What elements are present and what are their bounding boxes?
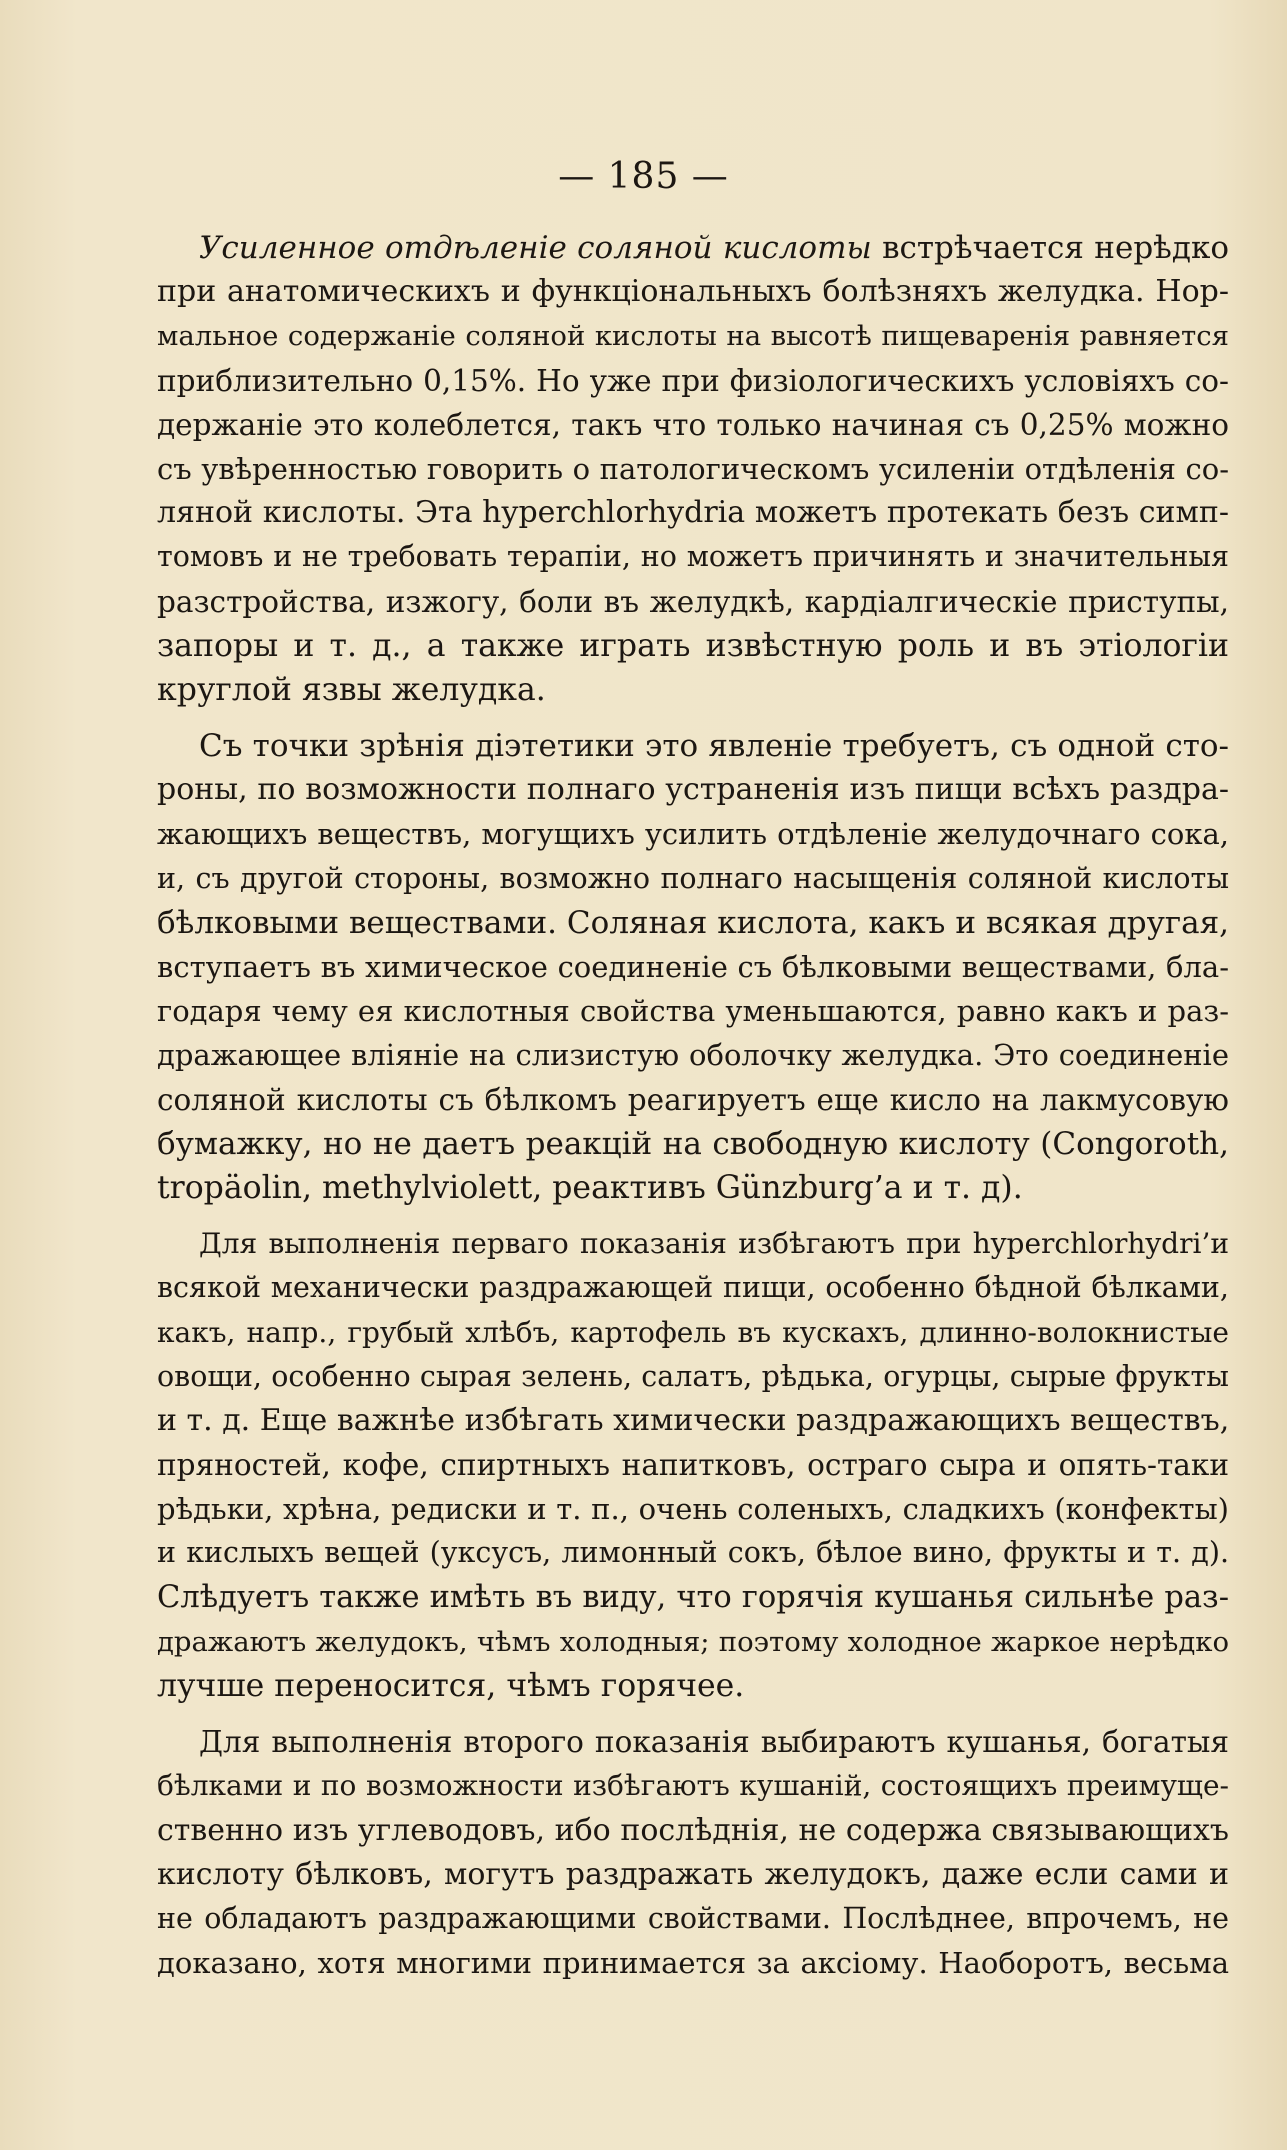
page-number: — 185 —	[558, 156, 729, 197]
body-text	[157, 226, 1229, 1985]
text-line: рѣдьки, хрѣна, редиски и т. п., очень соленыхъ, сладкихъ (конфекты)	[157, 1492, 1229, 1527]
text-line: годаря чему ея кислотныя свойства уменьшаются, равно какъ и раз-	[157, 994, 1229, 1029]
text-line	[157, 226, 1229, 270]
text-line: вступаетъ въ химическое соединеніе съ бѣлковыми веществами, бла-	[157, 950, 1229, 984]
text-fragment: встрѣчается нерѣдко	[871, 230, 1229, 266]
text-line: и кислыхъ вещей (уксусъ, лимонный сокъ, бѣлое вино, фрукты и т. д).	[157, 1536, 1229, 1570]
text-line: какъ, напр., грубый хлѣбъ, картофель въ кускахъ, длинно-волокнистые	[157, 1315, 1229, 1349]
text-line: ственно изъ углеводовъ, ибо послѣднія, не содержа связывающихъ	[157, 1812, 1229, 1848]
text-line: Слѣдуетъ также имѣть въ виду, что горячія кушанья сильнѣе раз-	[157, 1579, 1229, 1615]
text-line: дражаютъ желудокъ, чѣмъ холодныя; поэтому холодное жаркое нерѣдко	[157, 1625, 1229, 1658]
text-line: соляной кислоты съ бѣлкомъ реагируетъ еще кисло на лакмусовую	[157, 1082, 1229, 1117]
text-line: пряностей, кофе, спиртныхъ напитковъ, остраго сыра и опять-таки	[157, 1448, 1229, 1483]
text-line: томовъ и не требовать терапіи, но можетъ причинять и значительныя	[157, 540, 1229, 574]
text-line: Для выполненія второго показанія выбираютъ кушанья, богатыя	[199, 1725, 1229, 1760]
paragraph-4	[157, 1720, 1229, 1985]
paragraph-2	[157, 724, 1229, 1210]
italic-phrase: Усиленное отдѣленіе соляной кислоты	[199, 230, 872, 266]
text-line: при анатомическихъ и функціональныхъ болѣзняхъ желудка. Нор-	[157, 274, 1229, 310]
text-line: Съ точки зрѣнія діэтетики это явленіе требуетъ, съ одной сто-	[199, 728, 1229, 765]
text-line: съ увѣренностью говорить о патологическомъ усиленіи отдѣленія со-	[157, 451, 1229, 486]
text-line: держаніе это колеблется, такъ что только начиная съ 0,25% можно	[157, 407, 1229, 442]
text-line: ляной кислоты. Эта hyperchlorhydria можетъ протекать безъ симп-	[157, 495, 1229, 531]
text-line: доказано, хотя многими принимается за аксіому. Наоборотъ, весьма	[157, 1946, 1229, 1981]
text-line: Для выполненія перваго показанія избѣгаютъ при hyperchlorhydri’и	[199, 1227, 1229, 1261]
text-line: не обладаютъ раздражающими свойствами. Послѣднее, впрочемъ, не	[157, 1901, 1229, 1935]
text-line: роны, по возможности полнаго устраненія изъ пищи всѣхъ раздра-	[157, 772, 1229, 808]
text-line: жающихъ веществъ, могущихъ усилить отдѣленіе желудочнаго сока,	[157, 817, 1229, 852]
text-line: запоры и т. д., а также играть извѣстную роль и въ этіологіи	[157, 627, 1229, 664]
text-line: бумажку, но не даетъ реакцій на свободную кислоту (Congoroth,	[157, 1125, 1229, 1162]
paragraph-3	[157, 1222, 1229, 1708]
text-line: и, съ другой стороны, возможно полнаго насыщенія соляной кислоты	[157, 861, 1229, 895]
text-line: бѣлковыми веществами. Соляная кислота, какъ и всякая другая,	[157, 904, 1229, 941]
text-line: tropäolin, methylviolett, реактивъ Günzburg’a и т. д).	[157, 1169, 1023, 1206]
text-line: круглой язвы желудка.	[157, 671, 546, 708]
text-line: разстройства, изжогу, боли въ желудкѣ, кардіалгическіе приступы,	[157, 584, 1229, 619]
paragraph-1	[157, 226, 1229, 712]
text-line: приблизительно 0,15%. Но уже при физіологическихъ условіяхъ со-	[157, 363, 1229, 398]
text-line: всякой механически раздражающей пищи, особенно бѣдной бѣлками,	[157, 1271, 1229, 1305]
text-line: мальное содержаніе соляной кислоты на высотѣ пищеваренія равняется	[157, 320, 1229, 353]
text-line: овощи, особенно сырая зелень, салатъ, рѣдька, огурцы, сырые фрукты	[157, 1359, 1229, 1393]
text-line: дражающее вліяніе на слизистую оболочку желудка. Это соединеніе	[157, 1038, 1229, 1073]
text-line: лучше переносится, чѣмъ горячее.	[157, 1668, 745, 1704]
text-line: и т. д. Еще важнѣе избѣгать химически раздражающихъ веществъ,	[157, 1402, 1229, 1438]
text-line: кислоту бѣлковъ, могутъ раздражать желудокъ, даже если сами и	[157, 1856, 1229, 1892]
text-line: бѣлками и по возможности избѣгаютъ кушаній, состоящихъ преимуще-	[157, 1769, 1229, 1803]
